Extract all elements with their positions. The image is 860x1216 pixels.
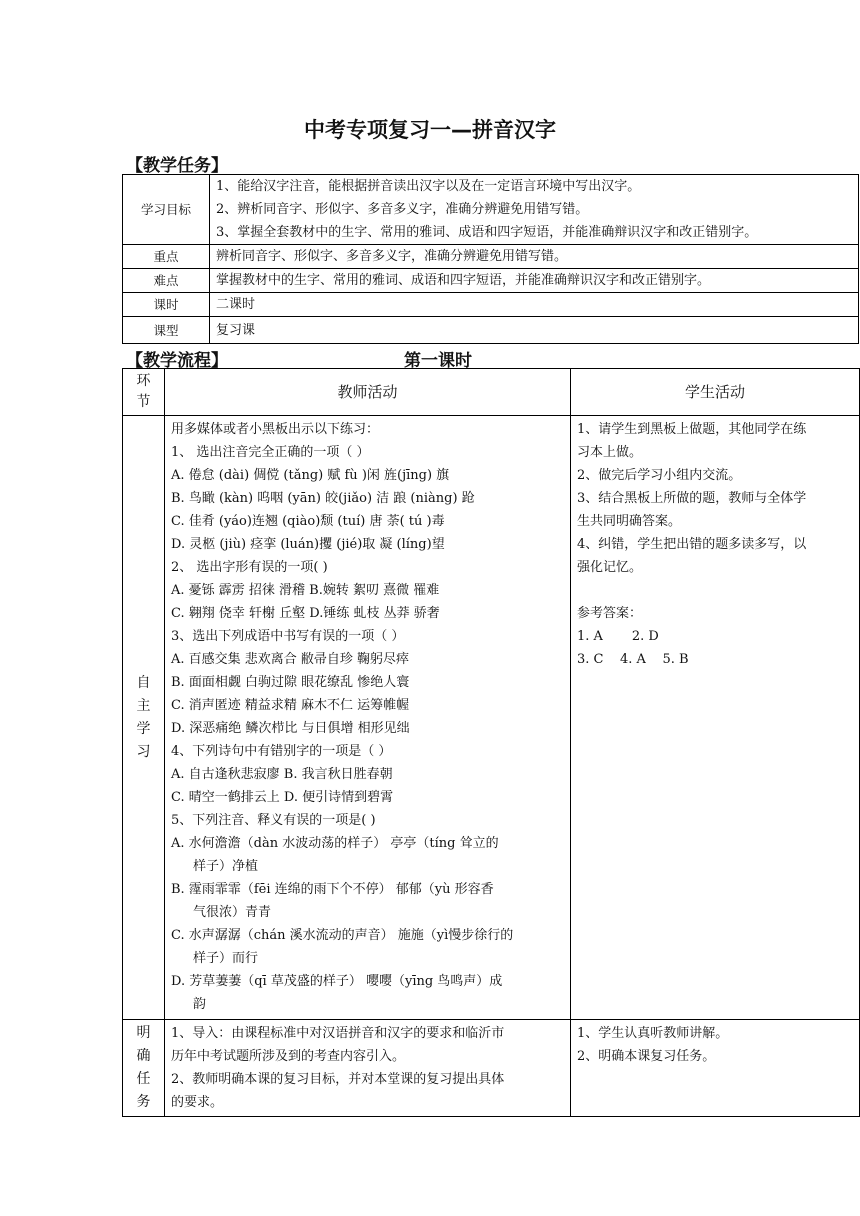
lesson-label: 第一课时 <box>404 351 472 371</box>
key-value: 辨析同音字、形似字、多音多义字，准确分辨避免用错写错。 <box>210 245 859 269</box>
text-line: 2、 选出字形有误的一项( ) <box>171 560 328 575</box>
task-table <box>122 174 859 344</box>
teacher-activity-exercises <box>165 416 571 1020</box>
text-line: 自 <box>136 674 151 691</box>
goal-row <box>123 175 859 245</box>
text-line: 明 <box>136 1025 151 1041</box>
text-line: D. 深恶痛绝 鳞次栉比 与日俱增 相形见绌 <box>171 721 410 736</box>
text-line: 样子）而行 <box>193 951 259 966</box>
text-line: 2、教师明确本课的复习目标，并对本堂课的复习提出具体 <box>171 1072 505 1087</box>
goal-label: 学习目标 <box>123 175 210 245</box>
key-row <box>123 245 859 269</box>
text-line: A. 百感交集 悲欢离合 敝帚自珍 鞠躬尽瘁 <box>171 652 410 667</box>
student-activity-clarify <box>571 1020 860 1117</box>
text-line: C. 翱翔 侥幸 轩榭 丘壑 D.锤练 虬枝 丛莽 骄奢 <box>171 606 440 621</box>
text-line: 样子）净植 <box>193 859 259 874</box>
text-line: C. 晴空一鹤排云上 D. 便引诗情到碧霄 <box>171 790 394 805</box>
text-line: B. 鸟瞰 (kàn) 呜咽 (yān) 皎(jiǎo) 洁 踉 (niàng) 跄 <box>171 491 475 506</box>
text-line: 历年中考试题所涉及到的考查内容引入。 <box>171 1049 406 1064</box>
text-line: B. 霪雨霏霏（fēi 连绵的雨下个不停） 郁郁（yù 形容香 <box>171 882 494 897</box>
flow-header-row <box>123 369 860 416</box>
text-line: 务 <box>136 1094 151 1110</box>
text-line: 4、纠错，学生把出错的题多读多写，以 <box>577 537 807 552</box>
hours-value: 二课时 <box>210 293 859 317</box>
text-line: 习本上做。 <box>577 445 643 460</box>
hours-row <box>123 293 859 317</box>
header-teacher-activity: 教师活动 <box>165 369 571 416</box>
header-student-activity: 学生活动 <box>571 369 860 416</box>
text-line: C. 佳肴 (yáo)连翘 (qiào)颓 (tuí) 唐 荼( tú )毒 <box>171 514 445 529</box>
text-line: 韵 <box>193 997 207 1012</box>
text-line: 3、选出下列成语中书写有误的一项（ ） <box>171 629 405 644</box>
type-row <box>123 317 859 344</box>
difficulty-value: 掌握教材中的生字、常用的雅词、成语和四字短语，并能准确辩识汉字和改正错别字。 <box>210 269 859 293</box>
text-line: A. 倦怠 (dài) 倜傥 (tǎng) 赋 fù )闲 旌(jīng) 旗 <box>171 468 450 483</box>
flow-row-clarify-task <box>123 1020 860 1117</box>
student-activity-self-study <box>571 416 860 1020</box>
text-line: A. 自古逢秋悲寂廖 B. 我言秋日胜春朝 <box>171 767 393 782</box>
text-line: C. 消声匿迹 精益求精 麻木不仁 运筹帷幄 <box>171 698 410 713</box>
section-teaching-flow: 【教学流程】 <box>126 351 228 371</box>
text-line: 任 <box>136 1071 151 1087</box>
text-line: 确 <box>136 1048 151 1064</box>
goal-item: 1、能给汉字注音，能根据拼音读出汉字以及在一定语言环境中写出汉字。 <box>216 179 641 194</box>
text-line: 习 <box>136 743 151 760</box>
text-line: 1、学生认真听教师讲解。 <box>577 1026 729 1041</box>
text-line: 2、做完后学习小组内交流。 <box>577 468 742 483</box>
text-line: 节 <box>136 394 151 410</box>
text-line: 环 <box>136 373 151 389</box>
goal-list <box>210 175 859 245</box>
text-line: 参考答案： <box>577 606 643 621</box>
text-line: 4、下列诗句中有错别字的一项是（ ） <box>171 744 392 759</box>
teacher-activity-intro <box>165 1020 571 1117</box>
text-line: 5、下列注音、释义有误的一项是( ) <box>171 813 376 828</box>
text-line: 主 <box>136 697 151 714</box>
text-line: 的要求。 <box>171 1095 224 1110</box>
stage-clarify-task <box>123 1020 165 1117</box>
text-line: A. 水何澹澹（dàn 水波动荡的样子） 亭亭（tíng 耸立的 <box>171 836 499 851</box>
difficulty-label: 难点 <box>123 269 210 293</box>
goal-item: 2、辨析同音字、形似字、多音多义字，准确分辨避免用错写错。 <box>216 202 589 217</box>
text-line: 3. C 4. A 5. B <box>577 652 689 667</box>
type-value: 复习课 <box>210 317 859 344</box>
text-line: A. 憂铄 霹雳 招徕 滑稽 B.婉转 絮叨 熹微 罹难 <box>171 583 440 598</box>
flow-table <box>122 368 860 1117</box>
flow-row-self-study <box>123 416 860 1020</box>
text-line: 用多媒体或者小黑板出示以下练习： <box>171 422 380 437</box>
text-line: B. 面面相觑 白驹过隙 眼花缭乱 惨绝人寰 <box>171 675 410 690</box>
text-line <box>577 579 853 602</box>
key-label: 重点 <box>123 245 210 269</box>
text-line: 1、 选出注音完全正确的一项（ ） <box>171 445 370 460</box>
text-line: 1、请学生到黑板上做题，其他同学在练 <box>577 422 807 437</box>
text-line: 气很浓）青青 <box>193 905 272 920</box>
hours-label: 课时 <box>123 293 210 317</box>
text-line: D. 灵柩 (jiù) 痉挛 (luán)攫 (jié)取 凝 (líng)望 <box>171 537 445 552</box>
text-line: 2、明确本课复习任务。 <box>577 1049 716 1064</box>
text-line: 1、导入：由课程标准中对汉语拼音和汉字的要求和临沂市 <box>171 1026 505 1041</box>
section-teaching-tasks: 【教学任务】 <box>126 156 228 176</box>
text-line: C. 水声潺潺（chán 溪水流动的声音） 施施（yì慢步徐行的 <box>171 928 514 943</box>
text-line: 强化记忆。 <box>577 560 643 575</box>
stage-self-study <box>123 416 165 1020</box>
text-line: D. 芳草萋萋（qī 草茂盛的样子） 嘤嘤（yīng 鸟鸣声）成 <box>171 974 503 989</box>
text-line: 1. A 2. D <box>577 629 659 644</box>
text-line: 生共同明确答案。 <box>577 514 682 529</box>
goal-item: 3、掌握全套教材中的生字、常用的雅词、成语和四字短语，并能准确辩识汉字和改正错别字。 <box>216 225 758 240</box>
difficulty-row <box>123 269 859 293</box>
header-stage <box>123 369 165 416</box>
page-title: 中考专项复习一—拼音汉字 <box>304 118 556 142</box>
text-line: 3、结合黑板上所做的题，教师与全体学 <box>577 491 807 506</box>
text-line: 学 <box>136 720 151 737</box>
type-label: 课型 <box>123 317 210 344</box>
